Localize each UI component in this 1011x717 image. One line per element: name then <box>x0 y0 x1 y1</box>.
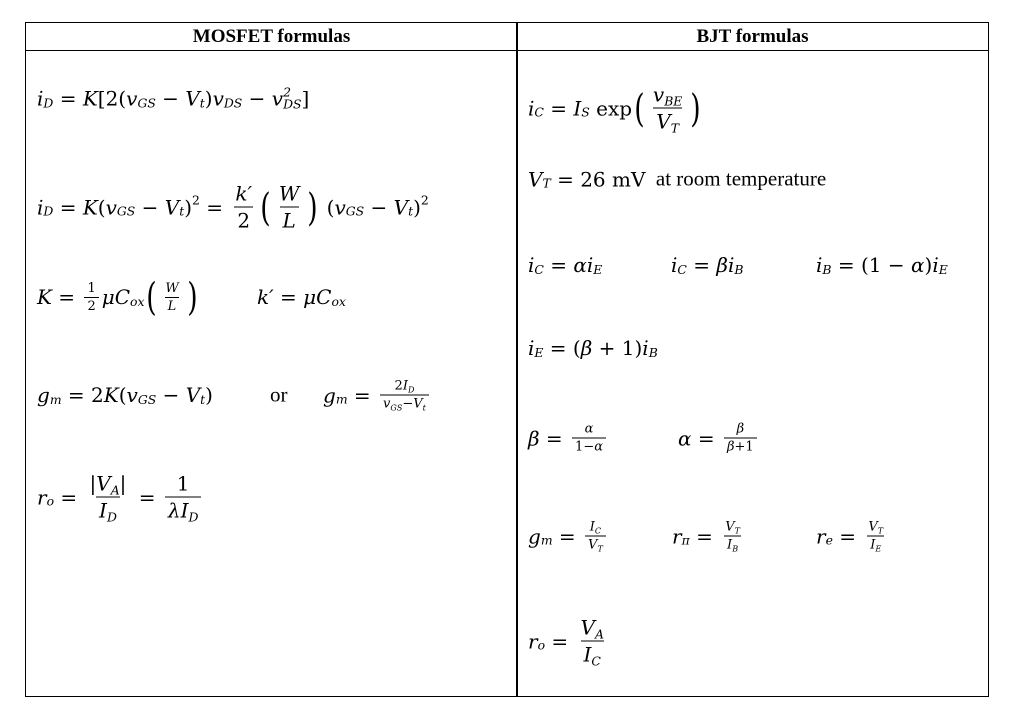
math-variable: i <box>816 253 823 277</box>
math-text: = <box>539 426 570 450</box>
math-text: = <box>132 485 162 509</box>
mosfet-formula <box>270 383 288 408</box>
math-text: [2( <box>97 87 127 111</box>
subscript: t <box>422 403 426 413</box>
math-variable: i <box>528 253 535 277</box>
fraction-denominator <box>280 207 299 233</box>
subscript: T <box>597 544 603 554</box>
subscript: π <box>681 532 690 548</box>
subscript: e <box>825 532 833 548</box>
math-variable: r <box>528 629 538 653</box>
fraction <box>232 182 255 233</box>
math-text: 1 <box>87 280 96 296</box>
fraction-denominator <box>165 297 180 314</box>
math-variable: g <box>323 383 336 407</box>
math-variable: v <box>271 87 284 111</box>
math-variable: r <box>816 524 826 548</box>
subscript: S <box>581 104 590 120</box>
math-variable: W <box>165 280 179 296</box>
bjt-formula <box>528 167 826 192</box>
subscript: C <box>594 526 602 536</box>
mosfet-formula <box>37 84 310 112</box>
math-variable: α <box>678 426 692 450</box>
math-variable: r <box>37 485 47 509</box>
subscript: BE <box>664 93 683 109</box>
subscript: T <box>542 175 551 191</box>
math-text: ) <box>204 87 213 111</box>
math-text: ( <box>118 383 127 407</box>
math-variable: v <box>212 87 224 111</box>
math-variable: V <box>185 383 201 407</box>
subscript: E <box>938 261 948 277</box>
math-text: = <box>51 285 82 309</box>
fraction-numerator <box>578 616 607 641</box>
parenthesis: ) <box>307 185 319 229</box>
math-variable: i <box>528 336 535 360</box>
fraction-denominator <box>96 497 120 523</box>
math-text: − <box>402 396 414 412</box>
math-variable: μC <box>303 285 332 309</box>
bjt-formula <box>672 520 746 553</box>
math-variable: v <box>126 87 138 111</box>
math-text: + 1) <box>592 336 643 360</box>
math-variable: I <box>99 498 107 523</box>
math-text: 2 <box>237 208 251 233</box>
mosfet-header: MOSFET formulas <box>26 23 517 51</box>
math-variable: V <box>656 109 671 134</box>
subscript: A <box>594 626 604 642</box>
mosfet-formula <box>37 472 204 523</box>
bjt-formula <box>671 253 743 277</box>
math-variable: λI <box>167 498 189 523</box>
parenthesis: ( <box>634 86 645 130</box>
subscript: T <box>877 526 884 536</box>
subscript: C <box>534 104 544 120</box>
math-variable: V <box>528 167 543 191</box>
math-text: − <box>242 87 272 111</box>
math-variable: v <box>105 195 117 219</box>
math-variable: V <box>164 195 180 219</box>
parenthesis: ( <box>146 275 158 319</box>
fraction <box>578 616 607 667</box>
subscript: m <box>335 391 348 407</box>
bjt-formula <box>528 520 609 553</box>
subscript: o <box>537 637 546 653</box>
math-text: = <box>53 87 83 111</box>
subscript: D <box>43 95 54 111</box>
math-variable: L <box>167 298 177 314</box>
math-variable: α <box>594 439 603 455</box>
fraction <box>162 281 181 314</box>
math-text: = <box>552 524 583 548</box>
fraction-denominator <box>380 395 429 412</box>
math-variable: K <box>82 195 98 219</box>
math-text: − <box>364 195 394 219</box>
mosfet-formula <box>37 182 429 233</box>
subscript: T <box>670 120 679 136</box>
math-variable: r <box>672 524 682 548</box>
math-variable: i <box>932 253 939 277</box>
fraction <box>722 520 743 553</box>
subscript: D <box>43 203 54 219</box>
math-text: = <box>691 426 721 450</box>
math-variable: V <box>868 519 878 535</box>
math-text: = <box>689 524 720 548</box>
math-variable: V <box>96 471 111 496</box>
math-variable: β <box>736 421 745 437</box>
math-text: exp <box>589 96 633 120</box>
math-text: ] <box>301 87 310 111</box>
subscript: ox <box>130 293 145 309</box>
superscript: 2 <box>283 84 291 100</box>
math-variable: I <box>589 519 595 535</box>
fraction-numerator <box>865 520 886 536</box>
subscript: A <box>110 482 120 498</box>
parenthesis: ( <box>260 185 271 229</box>
subscript: C <box>534 261 544 277</box>
math-variable: g <box>37 383 50 407</box>
math-variable: I <box>573 96 582 120</box>
subscript: GS <box>116 203 136 219</box>
math-text: 2 <box>394 378 403 394</box>
math-variable: i <box>642 336 649 360</box>
fraction-numerator <box>587 520 604 536</box>
subscript: m <box>49 391 62 407</box>
subscript: DS <box>223 95 243 111</box>
math-variable: W <box>278 181 300 206</box>
column-divider <box>516 23 518 696</box>
subscript: GS <box>345 203 365 219</box>
math-text: = <box>199 195 230 219</box>
math-variable: I <box>727 537 733 553</box>
subscript: D <box>188 509 199 525</box>
math-variable: I <box>402 378 408 394</box>
fraction-numerator <box>734 422 748 438</box>
math-text: = <box>543 253 574 277</box>
fraction-numerator <box>162 281 181 297</box>
fraction-numerator <box>722 520 743 536</box>
fraction-denominator <box>84 297 98 314</box>
math-variable: βi <box>716 253 735 277</box>
math-variable: I <box>870 537 876 553</box>
math-text: | <box>119 471 127 496</box>
subscript: t <box>200 391 206 407</box>
subscript: m <box>540 532 553 548</box>
math-variable: v <box>652 82 665 107</box>
fraction-denominator <box>585 536 606 553</box>
fraction <box>865 520 886 553</box>
sub-superscript <box>283 84 302 112</box>
math-variable: i <box>671 253 678 277</box>
formula-table <box>25 22 989 697</box>
subscript: B <box>648 344 658 360</box>
math-text: − <box>135 195 165 219</box>
parenthesis: ) <box>186 275 198 319</box>
subscript: t <box>179 203 185 219</box>
math-text: ) <box>184 195 193 219</box>
bjt-formula <box>816 520 889 553</box>
math-text: 2 <box>87 298 96 314</box>
fraction <box>724 422 757 455</box>
math-variable: i <box>37 87 44 111</box>
math-text: = <box>347 383 378 407</box>
math-variable: β <box>727 439 735 455</box>
subscript: C <box>591 653 601 669</box>
subscript: B <box>732 544 739 554</box>
fraction-denominator <box>165 497 202 523</box>
superscript: 2 <box>192 192 200 208</box>
bjt-formula <box>678 422 760 455</box>
math-text: +1 <box>734 439 754 455</box>
bjt-formula <box>816 253 948 277</box>
fraction-denominator <box>653 108 682 134</box>
subscript: D <box>407 385 415 395</box>
math-text: 1 <box>176 471 190 496</box>
fraction <box>165 472 202 523</box>
subscript: B <box>734 261 744 277</box>
fraction-denominator <box>581 641 604 667</box>
bjt-header: BJT formulas <box>517 23 988 51</box>
bjt-formula <box>528 83 703 134</box>
subscript: E <box>534 344 544 360</box>
subscript: t <box>408 203 414 219</box>
fraction-numerator <box>650 83 685 108</box>
math-variable: α <box>911 253 925 277</box>
mosfet-formula <box>37 383 213 407</box>
math-text: = <box>543 96 574 120</box>
fraction-denominator <box>724 536 741 553</box>
subscript: D <box>106 509 117 525</box>
math-variable: k′ <box>235 181 253 206</box>
math-variable: v <box>383 396 391 412</box>
math-variable: L <box>282 208 296 233</box>
math-text: | <box>89 471 97 496</box>
math-variable: μC <box>101 285 131 309</box>
math-variable: V <box>588 537 598 553</box>
math-variable: K <box>37 285 52 309</box>
fraction <box>380 379 429 412</box>
subscript: t <box>199 95 205 111</box>
math-variable: V <box>393 195 409 219</box>
math-variable: K <box>103 383 119 407</box>
math-text: ) <box>205 383 213 407</box>
subscript: GS <box>137 391 157 407</box>
subscript: GS <box>390 403 403 413</box>
math-text: = <box>53 195 83 219</box>
superscript: 2 <box>420 192 429 208</box>
math-text: = <box>273 285 304 309</box>
fraction-numerator <box>582 422 597 438</box>
math-variable: V <box>725 519 735 535</box>
math-text: = <box>686 253 717 277</box>
math-text: = <box>54 485 84 509</box>
parenthesis: ) <box>690 86 701 130</box>
math-variable: β <box>580 336 593 360</box>
bjt-formula <box>528 422 609 455</box>
math-variable: g <box>528 524 541 548</box>
mosfet-formula <box>323 379 432 412</box>
fraction-numerator <box>392 379 418 395</box>
math-text: ( <box>320 195 335 219</box>
math-variable: I <box>583 642 592 667</box>
math-variable: v <box>126 383 138 407</box>
fraction-denominator <box>234 207 253 233</box>
subscript: DS <box>283 97 302 112</box>
math-variable: V <box>580 615 595 640</box>
fraction-denominator <box>572 438 606 455</box>
math-text: − <box>156 383 186 407</box>
math-variable: α <box>584 421 594 437</box>
mosfet-formula <box>257 285 346 309</box>
math-text: = 2 <box>61 383 104 407</box>
math-variable: V <box>185 87 200 111</box>
math-text: = <box>832 524 863 548</box>
subscript: o <box>46 493 55 509</box>
math-text: ) <box>924 253 933 277</box>
math-text: = (1 − <box>831 253 911 277</box>
plain-text: or <box>270 382 288 407</box>
math-text: ) <box>413 195 421 219</box>
math-text: − <box>155 87 186 111</box>
plain-text: at room temperature <box>645 166 827 191</box>
math-variable: i <box>37 195 44 219</box>
fraction <box>572 422 606 455</box>
math-variable: K <box>82 87 98 111</box>
subscript: E <box>593 261 603 277</box>
math-variable: i <box>528 96 535 120</box>
subscript: ox <box>331 293 346 309</box>
subscript: E <box>875 544 882 554</box>
fraction-numerator <box>276 182 303 207</box>
fraction <box>84 281 98 314</box>
math-text: = <box>545 629 575 653</box>
math-variable: k′ <box>257 285 274 309</box>
subscript: GS <box>137 95 156 111</box>
subscript: T <box>734 526 740 536</box>
fraction-numerator <box>174 472 193 497</box>
subscript: B <box>822 261 832 277</box>
mosfet-formula <box>37 275 200 319</box>
subscript: C <box>677 261 687 277</box>
math-text: = 26 mV <box>550 167 646 191</box>
bjt-formula <box>528 616 610 667</box>
math-variable: αi <box>573 253 594 277</box>
fraction-denominator <box>724 438 757 455</box>
bjt-formula <box>528 253 602 277</box>
math-variable: v <box>334 195 346 219</box>
bjt-formula <box>528 336 658 360</box>
fraction <box>276 182 303 233</box>
fraction <box>585 520 606 553</box>
fraction-numerator <box>87 472 130 497</box>
math-text: ( <box>97 195 106 219</box>
fraction <box>650 83 685 134</box>
fraction-numerator <box>84 281 98 297</box>
math-variable: β <box>528 426 540 450</box>
math-text: 1− <box>575 439 595 455</box>
fraction <box>87 472 130 523</box>
fraction-denominator <box>867 536 884 553</box>
math-variable: V <box>413 396 423 412</box>
fraction-numerator <box>232 182 255 207</box>
math-text: = ( <box>543 336 581 360</box>
